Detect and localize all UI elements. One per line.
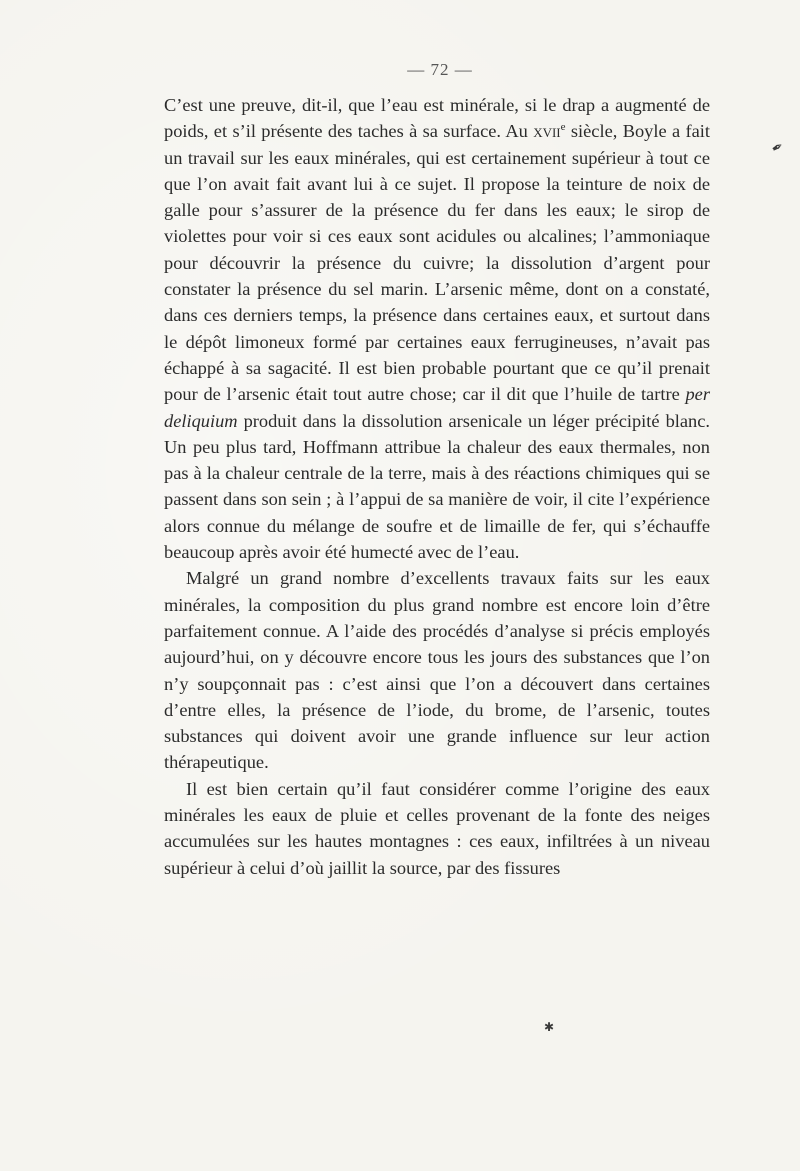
ink-speck-dot: ✱ (544, 1020, 555, 1034)
page-number: — 72 — (407, 60, 473, 79)
century-numeral: xvii (533, 121, 561, 142)
century-superscript: e (560, 121, 566, 134)
paragraph-1-text-b: siècle, Boyle a fait un travail sur les eaux minérales, qui est certainement supérieur à tout ce que l’on avait fait avant lui à ce sujet. Il propose la teinture de noix de galle pour s’assurer de la présence du fer dans les eaux; le sirop de violettes pour voir si ces eaux sont acidules ou alcalines; l’ammoniaque pour découvrir la présence du cuivre; la dissolution d’argent pour constater la présence du sel marin. L’arsenic même, dont on a constaté, dans ces derniers temps, la présence dans certaines eaux, et surtout dans le dépôt limoneux formé par certaines eaux ferrugineuses, n’avait pas échappé à sa sagacité. Il est bien probable pourtant que ce qu’il prenait pour de l’arsenic était tout autre chose; car il dit que l’huile de tartre (164, 121, 711, 405)
ink-speck-mark: ✒ (768, 138, 787, 158)
latin-term: per deliquium (164, 384, 710, 431)
paragraph-1-text-c: produit dans la dissolution arsenicale un léger précipité blanc. Un peu plus tard, Hoffmann attribue la chaleur des eaux thermales, non pas à la chaleur centrale de la terre, mais à des réactions chimiques qui se passent dans son sein ; à l’appui de sa manière de voir, il cite l’expérience alors connue du mélange de soufre et de limaille de fer, qui s’échauffe beaucoup après avoir été humecté avec de l’eau. (164, 410, 710, 563)
paragraph-1-text-a: C’est une preuve, dit-il, que l’eau est minérale, si le drap a augmenté de poids, et s’il présente des taches à sa surface. Au (164, 95, 710, 142)
body-text (164, 92, 710, 881)
paragraph-1 (164, 92, 710, 565)
paragraph-3: Il est bien certain qu’il faut considérer comme l’origine des eaux minérales les eaux de pluie et celles provenant de la fonte des neiges accumulées sur les hautes montagnes : ces eaux, infiltrées à un niveau supérieur à celui d’où jaillit la source, par des fissures (164, 778, 710, 878)
paragraph-2: Malgré un grand nombre d’excellents travaux faits sur les eaux minérales, la composition du plus grand nombre est encore loin d’être parfaitement connue. A l’aide des procédés d’analyse si précis employés aujourd’hui, on y découvre encore tous les jours des substances que l’on n’y soupçonnait pas : c’est ainsi que l’on a découvert dans certaines d’entre elles, la présence de l’iode, du brome, de l’arsenic, toutes substances qui doivent avoir une grande influence sur leur action thérapeutique. (164, 568, 710, 773)
